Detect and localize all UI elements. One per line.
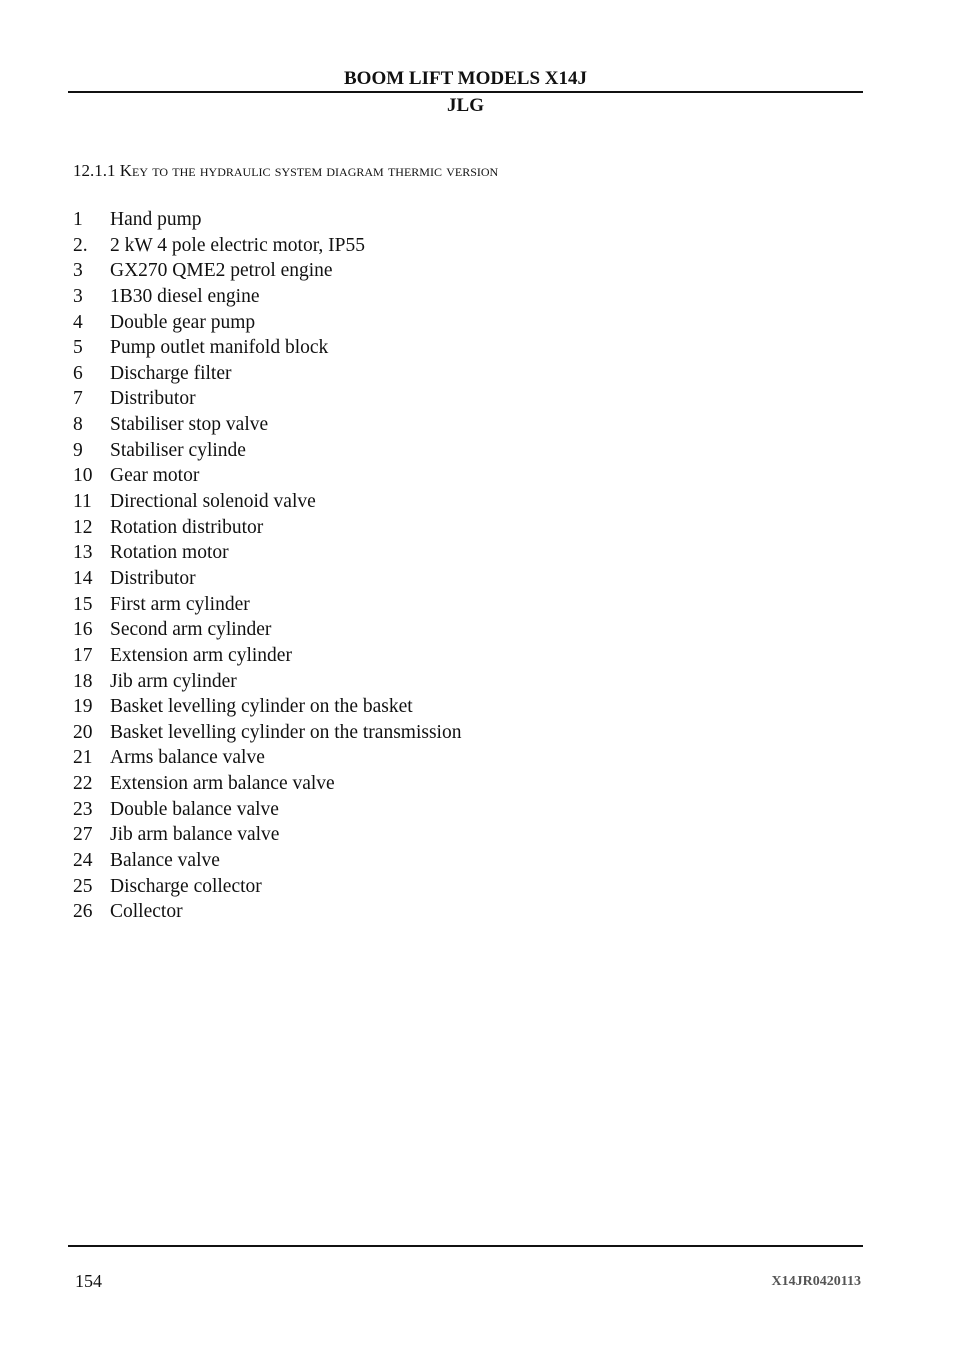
- item-label: Distributor: [110, 567, 196, 589]
- list-item: [73, 233, 461, 259]
- list-item: [73, 797, 461, 823]
- list-item: [73, 874, 461, 900]
- item-label: Distributor: [110, 388, 196, 410]
- list-item: [73, 899, 461, 925]
- list-item: [73, 412, 461, 438]
- list-item: [73, 463, 461, 489]
- item-label: Rotation distributor: [110, 516, 264, 538]
- header-title: BOOM LIFT MODELS X14J: [344, 68, 587, 89]
- item-number: 27: [73, 824, 93, 846]
- item-number: 16: [73, 619, 93, 641]
- list-item: [73, 694, 461, 720]
- list-item: [73, 540, 461, 566]
- item-label: First arm cylinder: [110, 593, 250, 615]
- item-label: Basket levelling cylinder on the transmission: [110, 721, 462, 743]
- list-item: [73, 822, 461, 848]
- item-label: Balance valve: [110, 850, 220, 872]
- list-item: [73, 566, 461, 592]
- list-item: [73, 643, 461, 669]
- list-item: [73, 771, 461, 797]
- list-item: [73, 438, 461, 464]
- item-number: 14: [73, 567, 93, 589]
- item-label: Gear motor: [110, 465, 200, 487]
- item-number: 1: [73, 209, 83, 230]
- item-label: Jib arm balance valve: [110, 824, 280, 846]
- item-number: 8: [73, 414, 83, 436]
- item-number: 18: [73, 670, 93, 692]
- item-number: 26: [73, 901, 93, 923]
- item-label: Double gear pump: [110, 311, 256, 333]
- item-label: Second arm cylinder: [110, 619, 272, 641]
- document-code: X14JR0420113: [771, 1274, 861, 1289]
- item-number: 3: [73, 285, 83, 307]
- item-label: Collector: [110, 901, 183, 923]
- item-label: Arms balance valve: [110, 747, 265, 769]
- page-number: 154: [75, 1271, 102, 1291]
- header-brand: JLG: [447, 95, 484, 116]
- item-number: 3: [73, 260, 83, 282]
- list-item: [73, 361, 461, 387]
- item-label: 1B30 diesel engine: [110, 285, 260, 307]
- item-number: 17: [73, 644, 93, 666]
- item-label: Rotation motor: [110, 542, 229, 564]
- list-item: [73, 284, 461, 310]
- list-item: [73, 258, 461, 284]
- item-number: 24: [73, 850, 93, 872]
- item-number: 13: [73, 542, 93, 564]
- item-label: Pump outlet manifold block: [110, 337, 329, 359]
- item-number: 4: [73, 311, 83, 333]
- item-label: Jib arm cylinder: [110, 670, 237, 692]
- item-number: 25: [73, 875, 93, 897]
- item-number: 20: [73, 721, 93, 743]
- item-label: 2 kW 4 pole electric motor, IP55: [110, 234, 366, 256]
- list-item: [73, 848, 461, 874]
- item-label: Stabiliser stop valve: [110, 414, 269, 436]
- item-label: Extension arm balance valve: [110, 773, 335, 795]
- item-number: 22: [73, 773, 93, 795]
- list-item: [73, 310, 461, 336]
- list-item: [73, 669, 461, 695]
- item-label: Basket levelling cylinder on the basket: [110, 696, 413, 718]
- list-item: [73, 617, 461, 643]
- item-label: Hand pump: [110, 209, 202, 230]
- item-label: Directional solenoid valve: [110, 491, 316, 513]
- key-list: [73, 207, 461, 925]
- item-label: Extension arm cylinder: [110, 644, 292, 666]
- item-number: 7: [73, 388, 83, 410]
- footer-divider: [68, 1245, 863, 1247]
- item-number: 2.: [73, 234, 88, 256]
- item-number: 5: [73, 337, 83, 359]
- list-item: [73, 489, 461, 515]
- item-number: 21: [73, 747, 93, 769]
- item-number: 11: [73, 491, 92, 513]
- section-number: 12.1.1: [73, 161, 116, 180]
- item-number: 6: [73, 362, 83, 384]
- list-item: [73, 720, 461, 746]
- list-item: [73, 592, 461, 618]
- item-number: 9: [73, 439, 83, 461]
- item-label: GX270 QME2 petrol engine: [110, 260, 333, 282]
- list-item: [73, 207, 461, 233]
- item-number: 19: [73, 696, 93, 718]
- list-item: [73, 515, 461, 541]
- item-number: 15: [73, 593, 93, 615]
- list-item: [73, 745, 461, 771]
- list-item: [73, 386, 461, 412]
- item-number: 23: [73, 798, 93, 820]
- item-label: Discharge collector: [110, 875, 262, 897]
- item-number: 12: [73, 516, 93, 538]
- header-divider: [68, 91, 863, 93]
- item-label: Discharge filter: [110, 362, 232, 384]
- section-title: Key to the hydraulic system diagram thermic version: [119, 161, 499, 180]
- section-heading: [73, 160, 498, 182]
- item-label: Stabiliser cylinde: [110, 439, 246, 461]
- item-label: Double balance valve: [110, 798, 279, 820]
- item-number: 10: [73, 465, 93, 487]
- list-item: [73, 335, 461, 361]
